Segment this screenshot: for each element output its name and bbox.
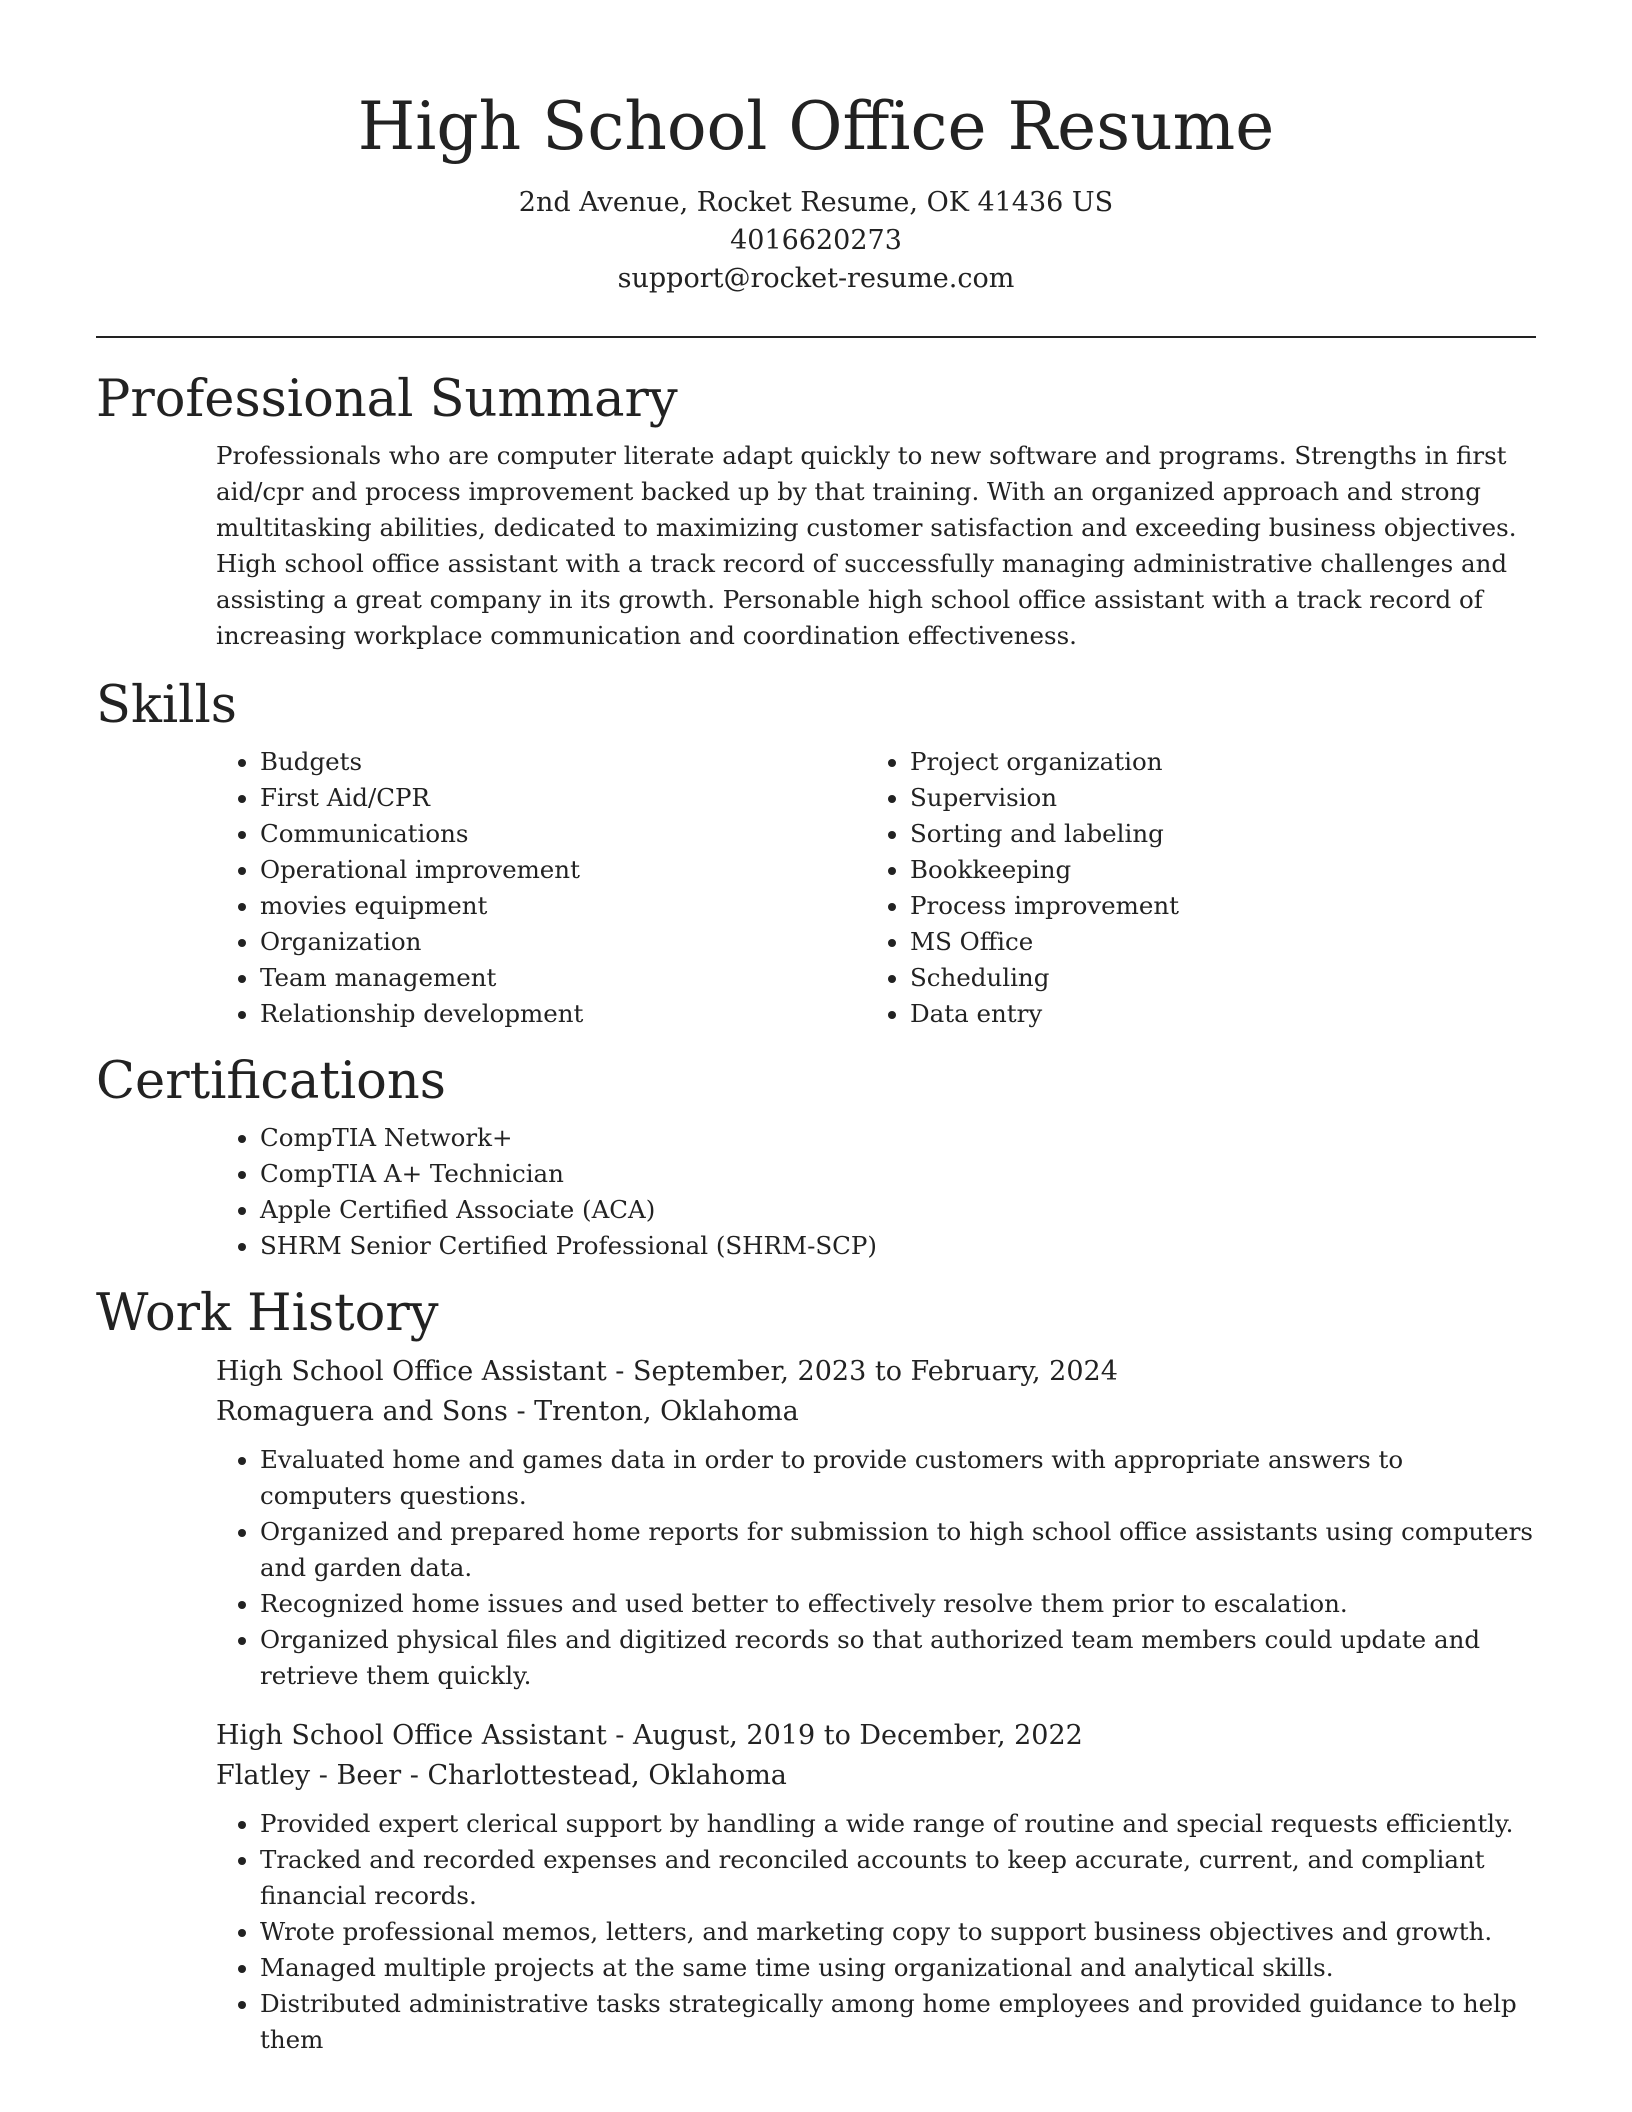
skill-item: • Process improvement (910, 888, 1516, 924)
job-duty: • Organized physical files and digitized records so that authorized team members could update and retrieve them quickly. (260, 1622, 1536, 1694)
skill-item: • Scheduling (910, 960, 1516, 996)
skill-item: • Data entry (910, 996, 1516, 1032)
job-duty: • Organized and prepared home reports for submission to high school office assistants using computers and garden data. (260, 1514, 1536, 1586)
skill-item: • Relationship development (260, 996, 866, 1032)
skill-item: • Sorting and labeling (910, 816, 1516, 852)
summary-text: Professionals who are computer literate adapt quickly to new software and programs. Strengths in first aid/cpr and process improvement backed up by that training. With an organized approach and strong multitasking abilities, dedicated to maximizing customer satisfaction and exceeding business objectives. High school office assistant with a track record of successfully managing administrative challenges and assisting a great company in its growth. Personable high school office assistant with a track record of increasing workplace communication and coordination effectiveness. (216, 441, 1517, 650)
certification-item: • CompTIA Network+ (260, 1120, 1536, 1156)
job-title: High School Office Assistant (216, 1356, 607, 1387)
skill-item: • Bookkeeping (910, 852, 1516, 888)
job-duty: • Distributed administrative tasks strategically among home employees and provided guidance to help them (260, 1986, 1536, 2058)
skill-item: • Operational improvement (260, 852, 866, 888)
job-title-line (216, 1352, 1536, 1392)
job-duty: • Provided expert clerical support by handling a wide range of routine and special requests efficiently. (260, 1806, 1536, 1842)
header-divider (96, 336, 1536, 338)
certification-item: • CompTIA A+ Technician (260, 1156, 1536, 1192)
job-dates: - August, 2019 to December, 2022 (606, 1720, 1083, 1751)
skill-item: • Organization (260, 924, 866, 960)
summary-title: Professional Summary (96, 370, 678, 429)
certifications-list (216, 1120, 1536, 1264)
summary-section (96, 368, 1536, 654)
skill-item: • movies equipment (260, 888, 866, 924)
skill-item: • Communications (260, 816, 866, 852)
job-duties-list (216, 1806, 1536, 2058)
resume-name: High School Office Resume (357, 88, 1275, 165)
skill-item: • Budgets (260, 744, 866, 780)
skill-item: • Supervision (910, 780, 1516, 816)
skills-list-right (866, 744, 1516, 1032)
certification-item: • Apple Certified Associate (ACA) (260, 1192, 1536, 1228)
job-title-line (216, 1716, 1536, 1756)
job-entry (96, 1716, 1536, 2058)
skill-item: • First Aid/CPR (260, 780, 866, 816)
job-title: High School Office Assistant (216, 1720, 607, 1751)
job-duty: • Tracked and recorded expenses and reconciled accounts to keep accurate, current, and compliant financial records. (260, 1842, 1536, 1914)
skill-item: • MS Office (910, 924, 1516, 960)
skills-title: Skills (96, 676, 237, 735)
phone: 4016620273 (730, 225, 902, 256)
job-location: - Charlottestead, Oklahoma (401, 1760, 787, 1791)
certifications-section (96, 1050, 1536, 1264)
work-history-title: Work History (96, 1284, 439, 1343)
job-dates: - September, 2023 to February, 2024 (606, 1356, 1118, 1387)
job-duty: • Evaluated home and games data in order to provide customers with appropriate answers to computers questions. (260, 1442, 1536, 1514)
job-entry (96, 1352, 1536, 1694)
job-company-line (216, 1756, 1536, 1796)
email: support@rocket-resume.com (617, 263, 1015, 294)
job-location: - Trenton, Oklahoma (507, 1396, 799, 1427)
address: 2nd Avenue, Rocket Resume, OK 41436 US (518, 187, 1114, 218)
job-duties-list (216, 1442, 1536, 1694)
skill-item: • Team management (260, 960, 866, 996)
job-company: Romaguera and Sons (216, 1396, 508, 1427)
skills-list-left (216, 744, 866, 1032)
work-history-section (96, 1282, 1536, 2058)
job-duty: • Recognized home issues and used better to effectively resolve them prior to escalation. (260, 1586, 1536, 1622)
skill-item: • Project organization (910, 744, 1516, 780)
job-company-line (216, 1392, 1536, 1432)
job-company: Flatley - Beer (216, 1760, 402, 1791)
resume-header (96, 0, 1536, 298)
job-duty: • Managed multiple projects at the same time using organizational and analytical skills. (260, 1950, 1536, 1986)
certification-item: • SHRM Senior Certified Professional (SHRM-SCP) (260, 1228, 1536, 1264)
skills-section (96, 674, 1536, 1032)
certifications-title: Certifications (96, 1052, 446, 1111)
job-duty: • Wrote professional memos, letters, and marketing copy to support business objectives and growth. (260, 1914, 1536, 1950)
